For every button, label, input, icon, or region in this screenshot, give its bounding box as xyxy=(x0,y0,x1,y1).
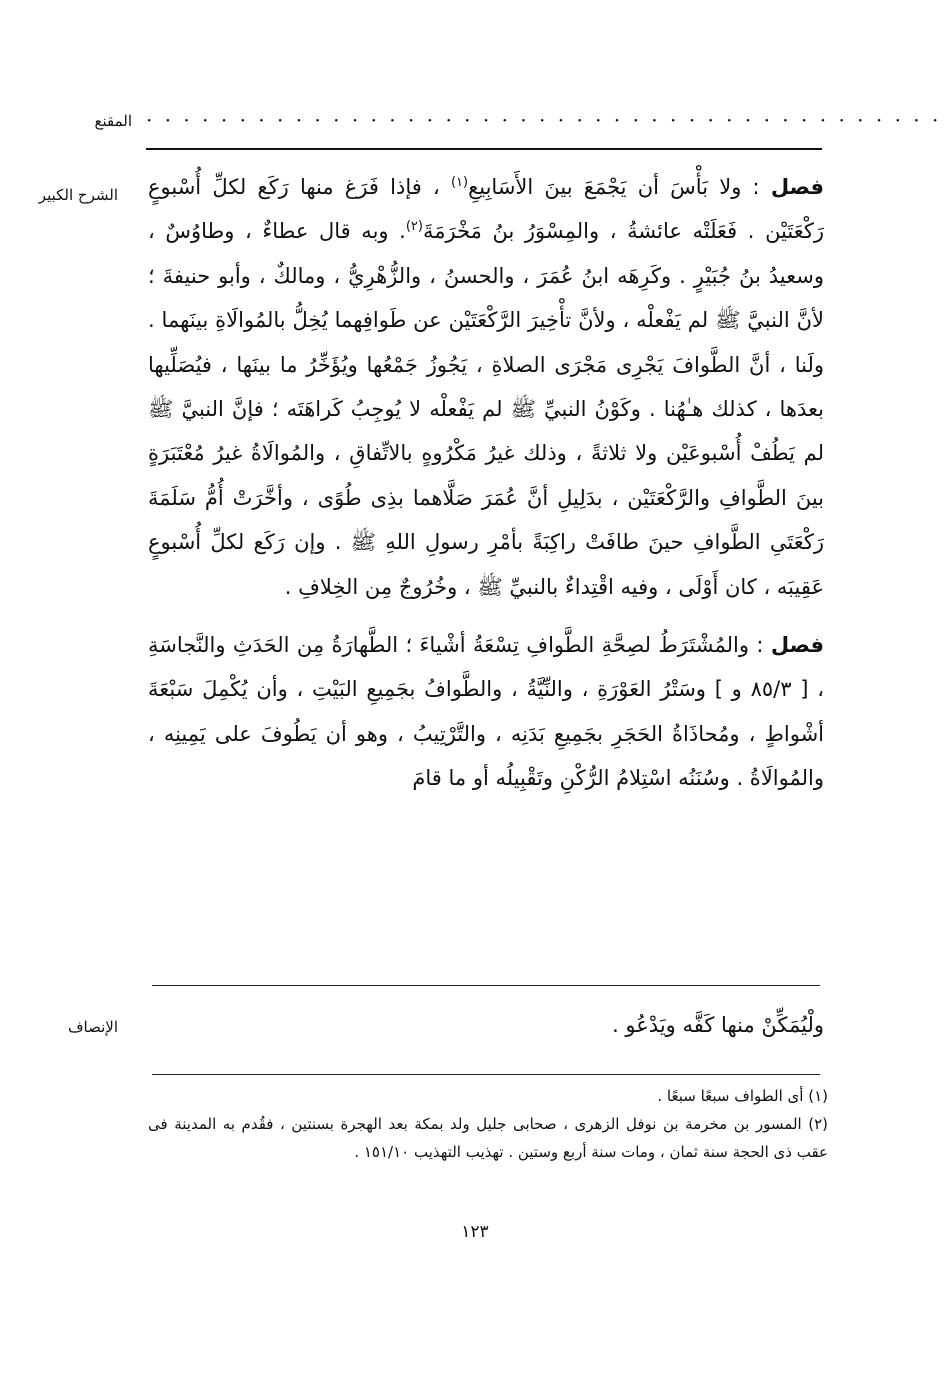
header-dotted-leader: · · · · · · · · · · · · · · · · · · · · · · · · · · · · · · · · · · · · · · · · · · · xyxy=(146,108,942,132)
footnote-divider xyxy=(152,1074,820,1075)
paragraph-text: : والمُشْتَرَطُ لصِحَّةِ الطَّوافِ تِسْعَةُ أشْياءَ ؛ الطَّهارَةُ مِن الحَدَثِ والنَّجاسَةِ ، [ ٨٥/٣ و ] وسَتْرُ العَوْرَةِ ، والنِّيَّةُ ، والطَّوافُ بجَمِيعِ البَيْتِ ، وأن يُكْمِلَ سَبْعَةَ أشْواطٍ ، ومُحاذَاةُ الحَجَرِ بجَمِيعِ بَدَنِه ، والتَّرْتِيبُ ، وهو أن يَطُوفَ على يَمِينِه ، والمُوالَاةُ . وسُنَنُه اسْتِلامُ الرُّكْنِ وتَقْبِيلُه أو ما قامَ xyxy=(148,633,824,791)
footnote-1: (١) أى الطواف سبعًا سبعًا . xyxy=(657,1087,828,1105)
margin-label-sharh: الشرح الكبير xyxy=(38,186,118,204)
running-header-title: المقنع xyxy=(94,112,132,130)
main-text-block xyxy=(148,165,824,801)
footnote-marker-1[interactable]: (١) xyxy=(450,175,469,190)
insaf-text: ولْيُمَكِّنْ منها كَفَّه ويَدْعُو . xyxy=(612,1013,824,1037)
page-number: ١٢٣ xyxy=(461,1222,489,1242)
paragraph-text: ، فإذا فَرَغ منها رَكَع لكلِّ أُسْبوعٍ رَكْعَتَيْن . فَعَلَتْه عائشةُ ، والمِسْوَرُ بنُ مَخْرَمَةَ xyxy=(148,175,824,244)
section-keyword: فصل xyxy=(770,633,824,658)
paragraph-text: . وبه قال عطاءٌ ، وطاوُسٌ ، وسعيدُ بنُ جُبَيْرٍ . وكَرِهَه ابنُ عُمَرَ ، والحسنُ ، والزُّهْرِيُّ ، ومالكٌ ، وأبو حنيفةَ ؛ لأنَّ النبيَّ ﷺ لم يَفْعلْه ، ولأنَّ تأْخِيرَ الرَّكْعَتَيْن عن طَوافِهما يُخِلُّ بالمُوالَاةِ بينَهما . ولَنا ، أنَّ الطَّوافَ يَجْرِى مَجْرَى الصلاةِ ، يَجُوزُ جَمْعُها ويُؤَخِّرُ ما بينَها ، فيُصَلِّيها بعدَها ، كذلك هـٰهُنا . وكَوْنُ النبيِّ ﷺ لم يَفْعلْه لا يُوجِبُ كَراهَتَه ؛ فإنَّ النبيَّ ﷺ لم يَطُفْ أُسْبوعَيْن ولا ثلاثةً ، وذلك غيرُ مَكْرُوهٍ بالاتِّفاقِ ، والمُوالَاةُ غيرُ مُعْتَبَرَةٍ بينَ الطَّوافِ والرَّكْعَتَيْن ، بدَلِيلِ أنَّ عُمَرَ صَلَّاهما بذِى طُوًى ، وأخَّرَتْ أُمُّ سَلَمَةَ رَكْعَتَىِ الطَّوافِ حينَ طافَتْ راكِبَةً بأمْرِ رسولِ اللهِ ﷺ . وإن رَكَع لكلِّ أُسْبوعٍ عَقِيبَه ، كان أَوْلَى ، وفيه اقْتِداءٌ بالنبيِّ ﷺ ، وخُرُوجٌ مِن الخِلافِ . xyxy=(148,219,824,599)
paragraph-fasl-2 xyxy=(148,623,824,801)
paragraph-fasl-1 xyxy=(148,165,824,609)
paragraph-text: : ولا بَأْسَ أن يَجْمَعَ بينَ الأَسَابِيعِ xyxy=(468,175,771,199)
footnote-2: (٢) المسور بن مخرمة بن نوفل الزهرى ، صحابى جليل ولد بمكة بعد الهجرة بسنتين ، فقُدم به المدينة فى عقب ذى الحجة سنة ثمان ، ومات سنة أربع وستين . تهذيب التهذيب ١٥١/١٠ . xyxy=(148,1115,828,1161)
footnote-marker-2[interactable]: (٢) xyxy=(405,219,423,235)
margin-label-insaf: الإنصاف xyxy=(67,1018,118,1036)
footnotes xyxy=(148,1082,828,1166)
section-keyword: فصل xyxy=(770,175,824,199)
header-rule xyxy=(146,148,822,150)
section-divider xyxy=(152,985,820,986)
